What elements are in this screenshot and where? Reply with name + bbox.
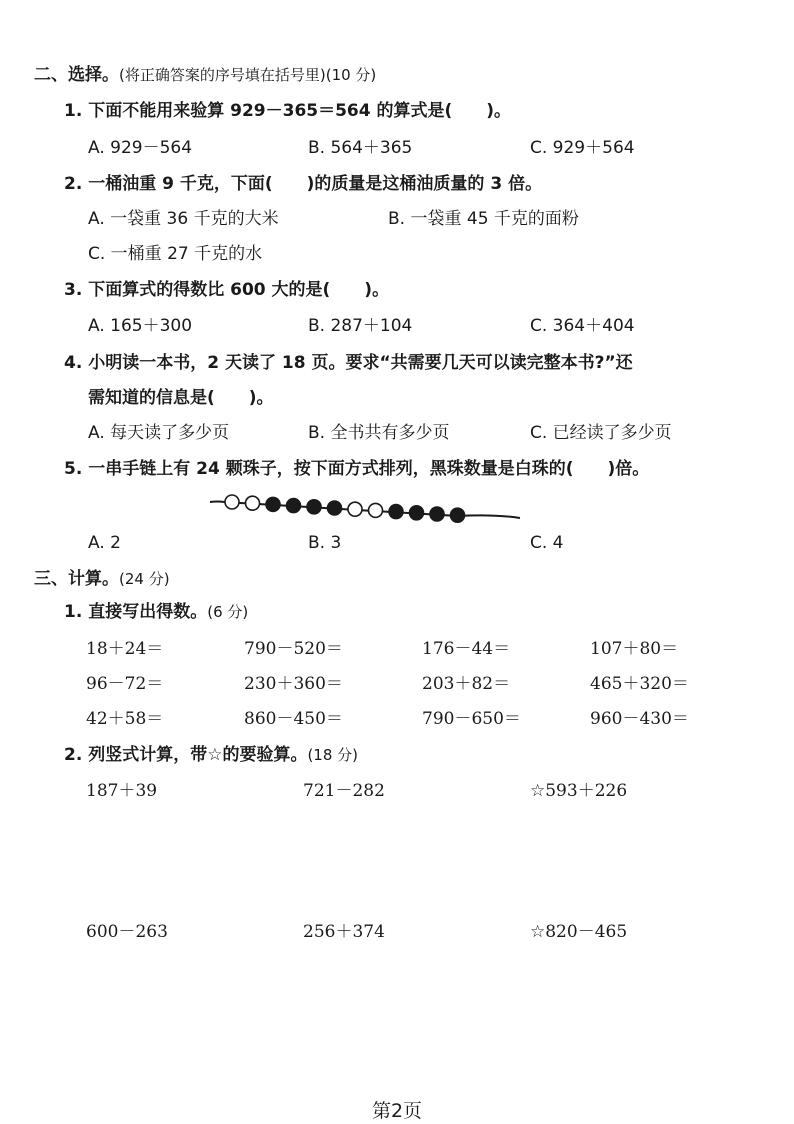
white-bead <box>246 496 260 510</box>
section-2-instruction: (将正确答案的序号填在括号里) <box>119 66 326 84</box>
question-5-option-b: B. 3 <box>308 533 342 553</box>
vertical-calc-item: 721－282 <box>303 781 385 801</box>
section-3-title: 三、计算。 <box>34 569 119 589</box>
mental-calc-item: 107＋80＝ <box>590 639 679 659</box>
black-bead <box>266 497 280 511</box>
black-bead <box>287 499 301 513</box>
bracelet-string-right <box>458 515 520 518</box>
white-bead <box>369 503 383 517</box>
white-bead <box>225 495 239 509</box>
question-4-option-a: A. 每天读了多少页 <box>88 423 230 443</box>
question-4-option-c: C. 已经读了多少页 <box>530 423 672 443</box>
white-bead <box>348 502 362 516</box>
part-1-title: 1. 直接写出得数。 <box>64 602 208 622</box>
question-3-option-c: C. 364＋404 <box>530 316 635 336</box>
black-bead <box>389 505 403 519</box>
question-2-option-b: B. 一袋重 45 千克的面粉 <box>388 209 579 229</box>
mental-calc-item: 18＋24＝ <box>86 639 164 659</box>
section-2-title: 二、选择。 <box>34 65 119 85</box>
vertical-calc-item: ☆593＋226 <box>530 781 628 801</box>
section-3-points: (24 分) <box>119 570 170 588</box>
part-1-points: (6 分) <box>207 603 249 621</box>
question-4-stem-line-2: 需知道的信息是( )。 <box>88 388 274 408</box>
question-3-option-b: B. 287＋104 <box>308 316 413 336</box>
part-1-heading <box>64 601 248 623</box>
mental-calc-item: 790－650＝ <box>422 709 521 729</box>
page-number: 第2页 <box>371 1100 423 1122</box>
mental-calc-item: 790－520＝ <box>244 639 343 659</box>
mental-calc-item: 42＋58＝ <box>86 709 164 729</box>
question-3-option-a: A. 165＋300 <box>88 316 193 336</box>
section-3-heading <box>34 568 170 590</box>
question-4-option-b: B. 全书共有多少页 <box>308 423 450 443</box>
question-2-option-a: A. 一袋重 36 千克的大米 <box>88 209 279 229</box>
part-2-heading <box>64 744 358 766</box>
black-bead <box>430 507 444 521</box>
mental-calc-item: 960－430＝ <box>590 709 689 729</box>
section-2-points: (10 分) <box>325 66 377 84</box>
mental-calc-item: 203＋82＝ <box>422 674 511 694</box>
mental-calc-item: 860－450＝ <box>244 709 343 729</box>
part-2-title: 2. 列竖式计算，带☆的要验算。 <box>64 745 308 765</box>
question-1-option-a: A. 929－564 <box>88 138 193 158</box>
question-2-option-c: C. 一桶重 27 千克的水 <box>88 244 263 264</box>
vertical-calc-item: 187＋39 <box>86 781 158 801</box>
vertical-calc-item: 600－263 <box>86 922 168 942</box>
mental-calc-item: 176－44＝ <box>422 639 511 659</box>
bracelet-string-left <box>210 502 224 503</box>
question-1-option-c: C. 929＋564 <box>530 138 635 158</box>
bracelet-bead-diagram <box>208 488 528 528</box>
black-bead <box>307 500 321 514</box>
section-2-heading <box>34 64 376 86</box>
question-1-option-b: B. 564＋365 <box>308 138 413 158</box>
question-5-option-c: C. 4 <box>530 533 564 553</box>
vertical-calc-item: ☆820－465 <box>530 922 628 942</box>
question-2-stem: 2. 一桶油重 9 千克，下面( )的质量是这桶油质量的 3 倍。 <box>64 174 543 194</box>
part-2-points: (18 分) <box>307 746 359 764</box>
mental-calc-item: 96－72＝ <box>86 674 164 694</box>
black-bead <box>451 508 465 522</box>
mental-calc-item: 230＋360＝ <box>244 674 343 694</box>
question-4-stem-line-1: 4. 小明读一本书，2 天读了 18 页。要求“共需要几天可以读完整本书?”还 <box>64 353 633 373</box>
vertical-calc-item: 256＋374 <box>303 922 385 942</box>
black-bead <box>328 501 342 515</box>
question-3-stem: 3. 下面算式的得数比 600 大的是( )。 <box>64 280 390 300</box>
mental-calc-item: 465＋320＝ <box>590 674 689 694</box>
black-bead <box>410 506 424 520</box>
question-5-stem: 5. 一串手链上有 24 颗珠子，按下面方式排列，黑珠数量是白珠的( )倍。 <box>64 459 650 479</box>
question-5-option-a: A. 2 <box>88 533 121 553</box>
question-1-stem: 1. 下面不能用来验算 929－365＝564 的算式是( )。 <box>64 101 512 121</box>
